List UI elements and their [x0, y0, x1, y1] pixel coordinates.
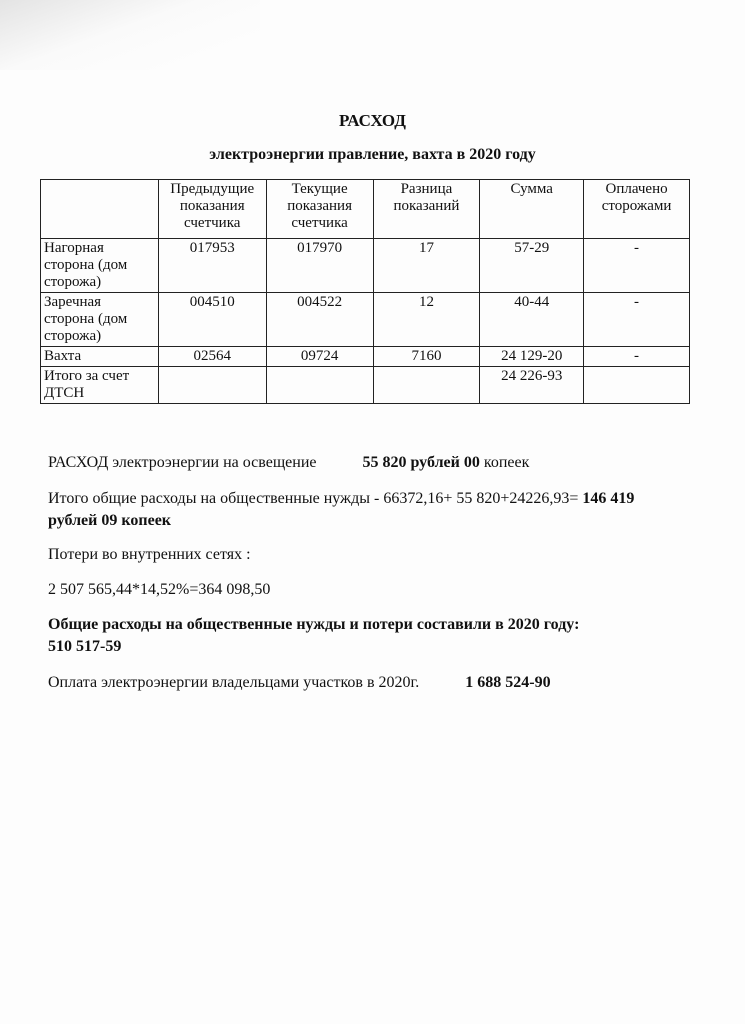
table-row-total: [41, 367, 690, 404]
previous-reading: 017953: [158, 239, 266, 293]
header-current-reading: Текущие показания счетчика: [266, 180, 373, 239]
row-name: Итого за счет ДТСН: [41, 367, 159, 404]
row-name: Заречная сторона (дом сторожа): [41, 293, 159, 347]
total-common-label: Итого общие расходы на общественные нужды - 66372,16+ 55 820+24226,93=: [48, 490, 583, 507]
header-paid-by-guards: Оплачено сторожами: [584, 180, 690, 239]
paid-by-guards: -: [584, 347, 690, 367]
previous-reading: [158, 367, 266, 404]
owners-payment-label: Оплата электроэнергии владельцами участков в 2020г.: [48, 674, 420, 691]
grand-total-label: Общие расходы на общественные нужды и потери составили в 2020 году:: [48, 616, 580, 633]
lighting-line: [48, 452, 529, 474]
paid-by-guards: -: [584, 239, 690, 293]
difference: [373, 367, 480, 404]
difference: 17: [373, 239, 480, 293]
sum: 24 129-20: [480, 347, 584, 367]
total-common-amount-rubles: рублей 09 копеек: [48, 512, 172, 529]
total-common-amount: 146 419: [582, 490, 635, 507]
current-reading: [266, 367, 373, 404]
owners-payment-amount: 1 688 524-90: [465, 674, 551, 691]
meter-table: [40, 179, 690, 404]
scan-shadow: [0, 0, 260, 70]
losses-label: Потери во внутренних сетях :: [48, 546, 251, 563]
current-reading: 017970: [266, 239, 373, 293]
header-sum: Сумма: [480, 180, 584, 239]
document-subtitle: электроэнергии правление, вахта в 2020 году: [209, 146, 536, 163]
header-difference: Разница показаний: [373, 180, 480, 239]
table-row: [41, 347, 690, 367]
lighting-unit: копеек: [479, 454, 530, 471]
table-row: [41, 293, 690, 347]
current-reading: 09724: [266, 347, 373, 367]
document-title: РАСХОД: [339, 111, 406, 130]
difference: 7160: [373, 347, 480, 367]
current-reading: 004522: [266, 293, 373, 347]
table-header-row: [41, 180, 690, 239]
row-name: Вахта: [41, 347, 159, 367]
owners-payment-line: [48, 672, 551, 694]
paid-by-guards: -: [584, 293, 690, 347]
paid-by-guards: [584, 367, 690, 404]
sum: 24 226-93: [480, 367, 584, 404]
table-row: [41, 239, 690, 293]
total-common-line: [48, 488, 634, 510]
difference: 12: [373, 293, 480, 347]
row-name: Нагорная сторона (дом сторожа): [41, 239, 159, 293]
previous-reading: 02564: [158, 347, 266, 367]
losses-formula: 2 507 565,44*14,52%=364 098,50: [48, 581, 271, 598]
lighting-amount: 55 820 рублей 00: [362, 454, 480, 471]
previous-reading: 004510: [158, 293, 266, 347]
header-cell: [41, 180, 159, 239]
grand-total-amount: 510 517-59: [48, 638, 122, 655]
sum: 40-44: [480, 293, 584, 347]
sum: 57-29: [480, 239, 584, 293]
lighting-label: РАСХОД электроэнергии на освещение: [48, 454, 317, 471]
header-previous-reading: Предыдущие показания счетчика: [158, 180, 266, 239]
